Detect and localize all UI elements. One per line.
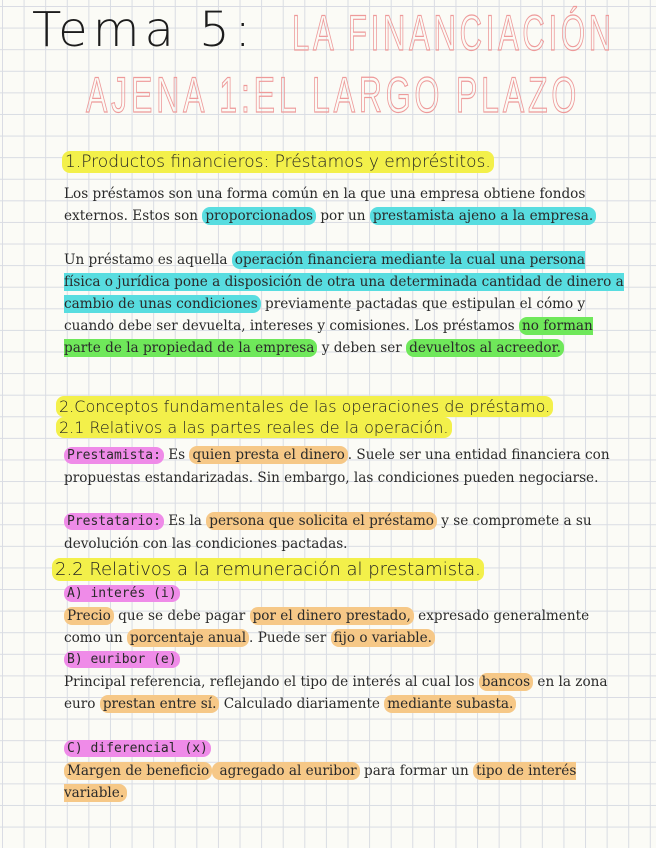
highlight-run: devueltos al acreedor.	[406, 339, 564, 357]
text-run: . Puede ser	[249, 630, 331, 646]
highlight-run: no forman parte de la propiedad de la empresa	[64, 318, 593, 356]
highlight-run: persona que solicita el préstamo	[206, 512, 437, 530]
text-run: Es la	[163, 513, 207, 529]
section-1-heading-text: 1.Productos financieros: Préstamos y empréstitos.	[62, 151, 494, 173]
diferencial-definition	[64, 737, 624, 804]
highlight-run: porcentaje anual	[127, 629, 249, 647]
text-run: expresado generalmente como un	[64, 608, 590, 646]
section-1-heading	[62, 152, 494, 172]
text-run: y deben ser	[317, 340, 407, 356]
highlight-run: agregado al euribor	[212, 762, 360, 780]
euribor-label: B) euribor (e)	[64, 651, 180, 668]
text-run: por un	[316, 208, 370, 224]
highlight-run: bancos	[479, 673, 533, 691]
title-line-2: AJENA 1:EL LARGO PLAZO	[86, 67, 581, 123]
text-run: Es	[163, 447, 190, 463]
interes-definition	[64, 582, 624, 649]
highlight-run: Precio	[64, 607, 114, 625]
highlight-run: fijo o variable.	[331, 629, 435, 647]
section-2-2-heading-text: 2.2 Relativos a la remuneración al prestamista.	[52, 558, 484, 581]
highlight-run: proporcionados	[202, 207, 316, 225]
text-run: en la zona euro	[64, 674, 608, 712]
interes-label: A) interés (i)	[64, 585, 180, 602]
prestamista-definition	[64, 444, 624, 489]
highlight-run: quien presta el dinero	[189, 446, 347, 464]
section-1-paragraph-1	[64, 183, 624, 227]
highlight-run: Margen de beneficio	[64, 762, 212, 780]
text-run: Calculado diariamente	[219, 696, 385, 712]
text-run: que se debe pagar	[113, 608, 250, 624]
section-2-1-heading-text: 2.1 Relativos a las partes reales de la operación.	[56, 417, 452, 438]
text-run: Un préstamo es aquella	[64, 252, 232, 268]
prestatario-definition	[64, 510, 624, 555]
highlight-run: tipo de interés variable.	[64, 763, 577, 801]
euribor-definition	[64, 648, 624, 715]
title-prefix: Tema 5:	[32, 2, 256, 58]
prestamista-label: Prestamista:	[64, 447, 164, 464]
highlight-run: operación financiera mediante la cual una persona física o jurídica pone a disposición de otra una determinada cantidad de dinero a cambio de unas condiciones	[64, 252, 624, 312]
section-2-heading-text: 2.Conceptos fundamentales de las operaciones de préstamo.	[56, 396, 553, 417]
prestatario-label: Prestatario:	[64, 513, 164, 530]
text-run: . Suele ser una entidad financiera con propuestas estandarizadas. Sin embargo, las condiciones pueden negociarse.	[64, 447, 610, 486]
text-run: y se compromete a su devolución con las condiciones pactadas.	[64, 513, 592, 552]
section-1-paragraph-2	[64, 249, 624, 359]
highlight-run: prestamista ajeno a la empresa.	[370, 207, 596, 225]
highlight-run: mediante subasta.	[384, 695, 516, 713]
text-run: para formar un	[359, 763, 474, 779]
text-run: Principal referencia, reflejando el tipo de interés al cual los	[64, 674, 479, 690]
section-2-2-heading	[52, 559, 484, 580]
highlight-run: por el dinero prestado,	[250, 607, 414, 625]
highlight-run: prestan entre sí.	[100, 695, 220, 713]
section-2-heading	[56, 397, 553, 416]
title-line-1: LA FINANCIACIÓN	[292, 5, 615, 61]
text-run: previamente pactadas que estipulan el cómo y cuando debe ser devuelta, intereses y comisiones. Los préstamos	[64, 296, 586, 334]
text-run: Los préstamos son una forma común en la que una empresa obtiene fondos externos. Estos son	[64, 186, 586, 224]
section-2-1-heading	[56, 418, 452, 437]
diferencial-label: C) diferencial (x)	[64, 740, 211, 757]
